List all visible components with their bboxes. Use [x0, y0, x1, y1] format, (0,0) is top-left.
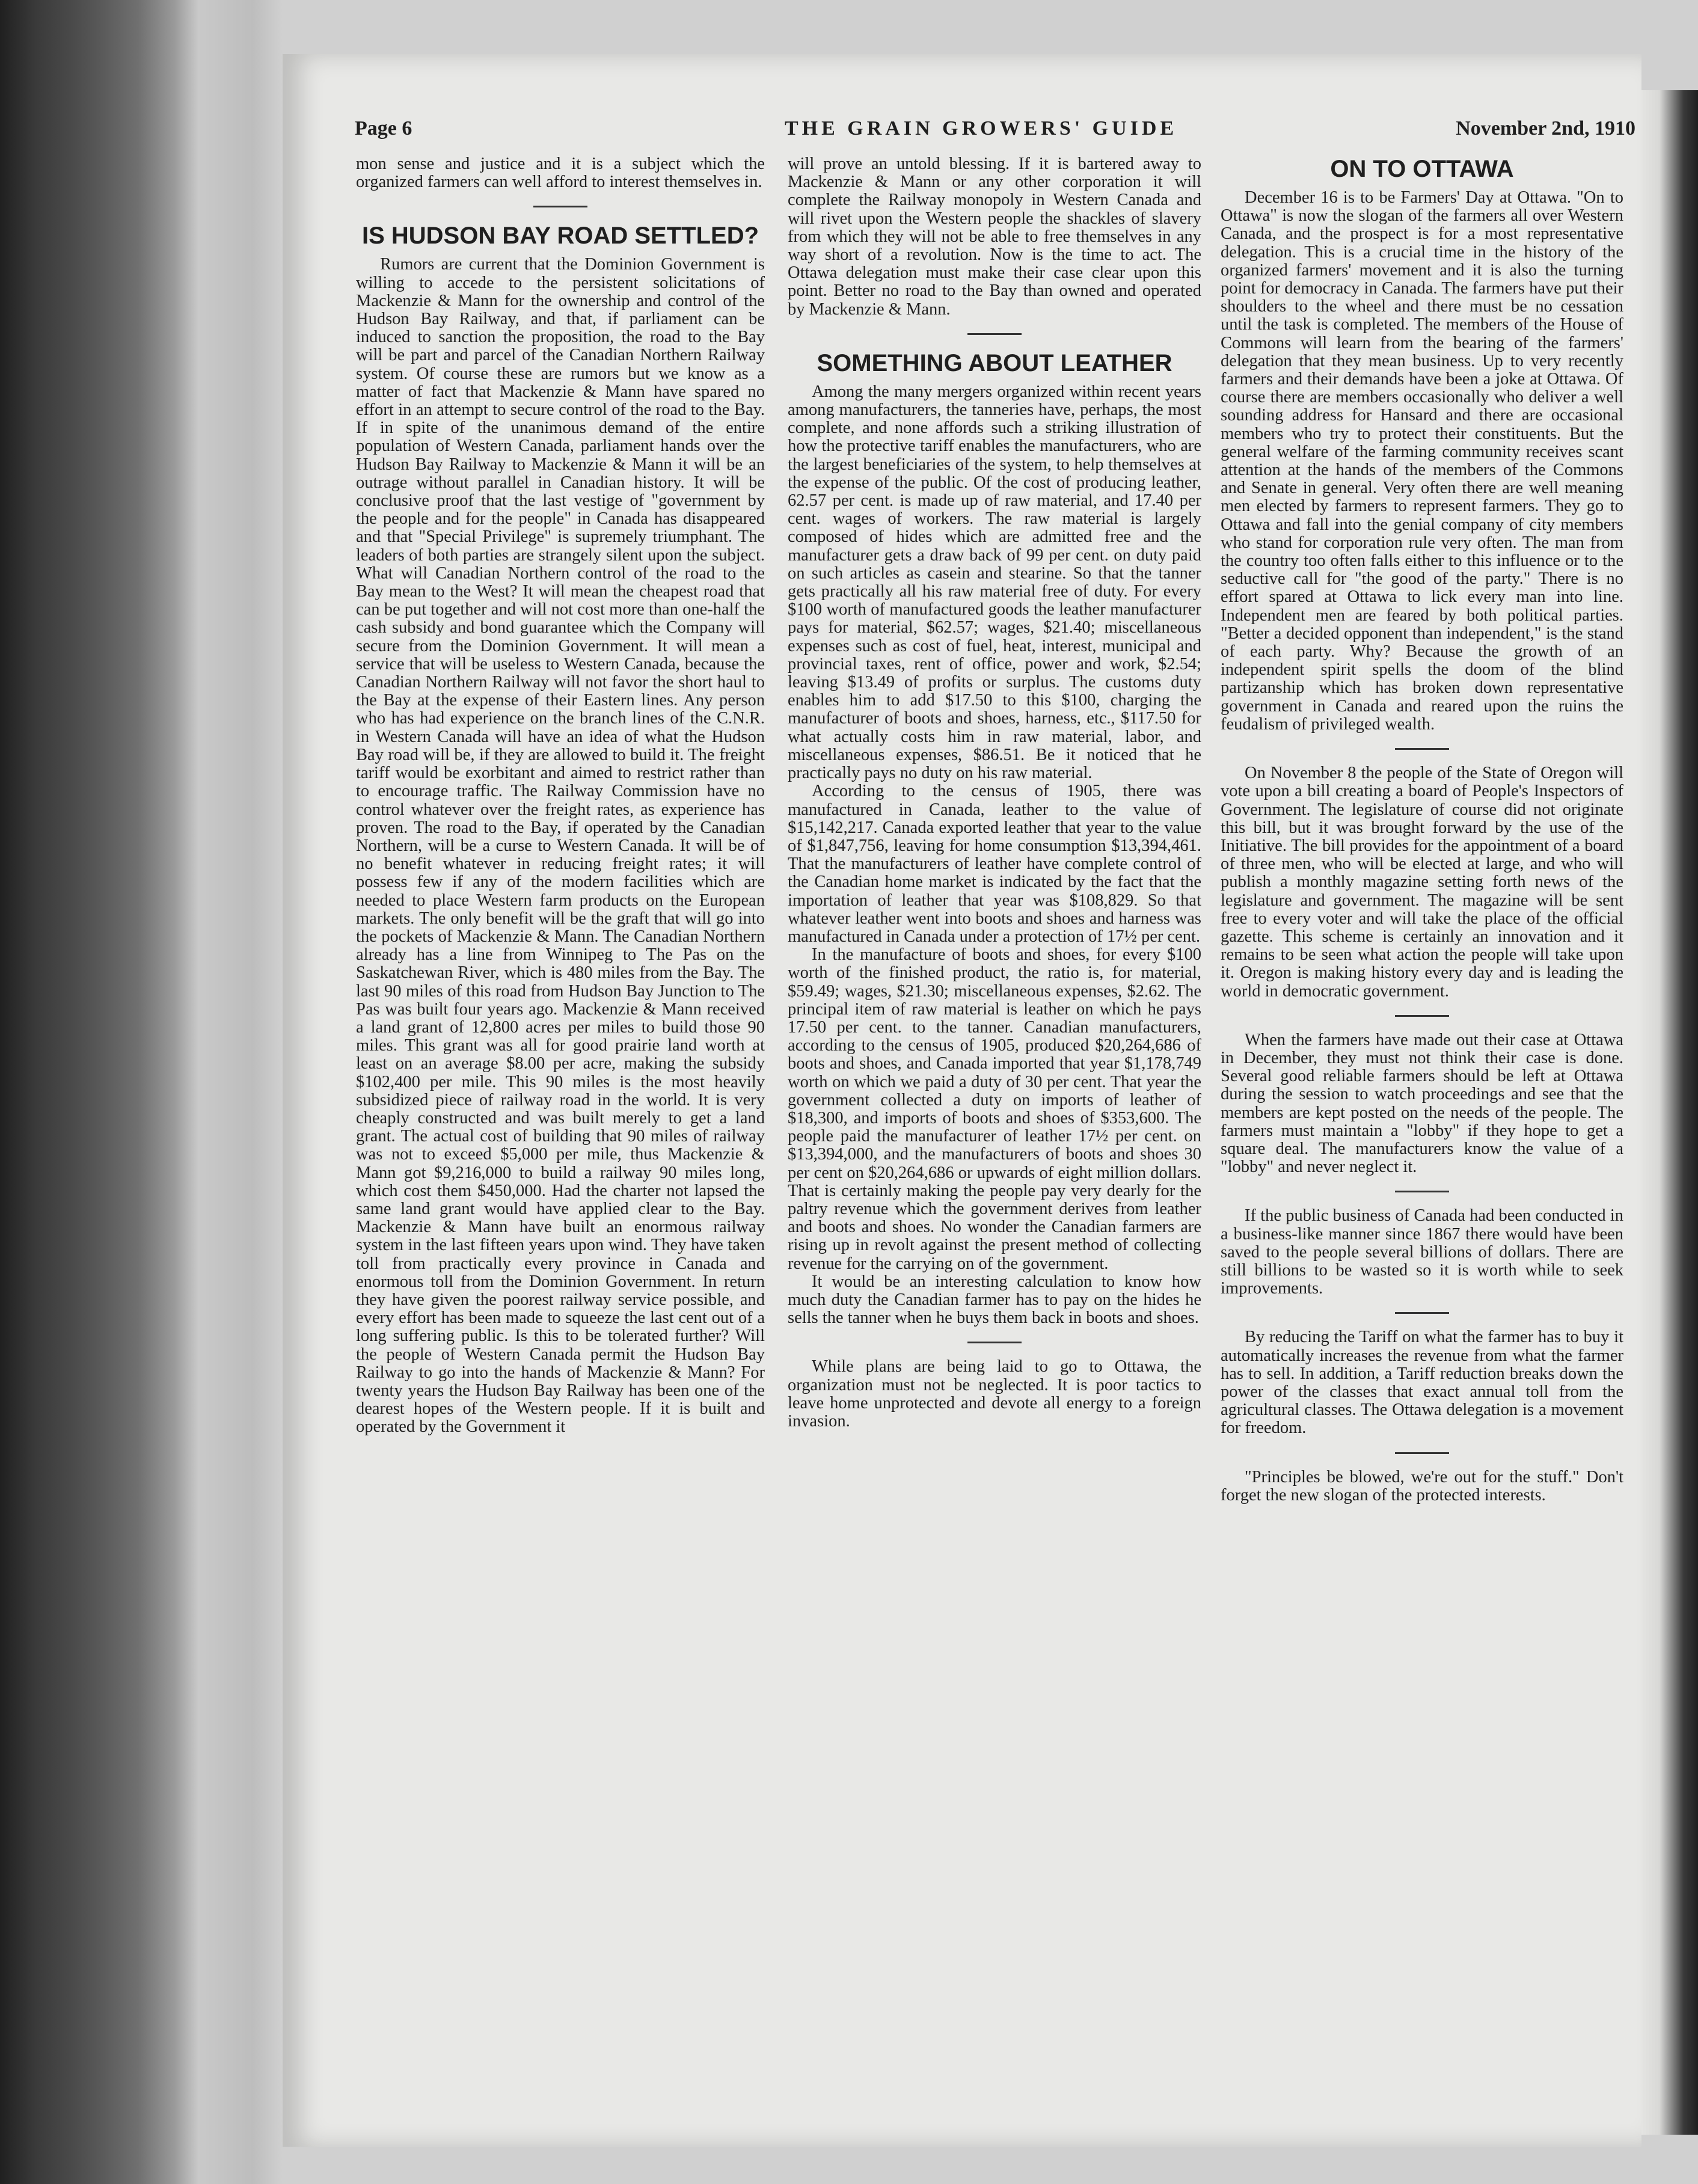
editorial-note: On November 8 the people of the State of Oregon will vote upon a bill creating a board of People's Inspectors of Government. The legislature of course did not originate this bill, but it was brought forward by the use of the Initiative. The bill provides for the appointment of a board of three men, who will be elected at large, and who will publish a monthly magazine setting forth news of the legislature and government. The magazine will be sent free to every voter and will take the place of the official gazette. This scheme is certainly an innovation and it remains to be seen what action the people will take upon it. Oregon is making history every day and is leading the world in democratic government.: [1221, 764, 1623, 1001]
headline-leather: SOMETHING ABOUT LEATHER: [817, 349, 1172, 376]
issue-date: November 2nd, 1910: [1456, 117, 1635, 140]
article-paragraph: Among the many mergers organized within recent years among manufacturers, the tanneries have, perhaps, the most complete, and none affords such a striking illustration of how the protective tariff enables the manufacturers, who are the largest beneficiaries of the system, to help themselves at the expense of the public. Of the cost of producing leather, 62.57 per cent. is made up of raw material, and 17.40 per cent. wages of workers. The raw material is largely composed of hides which are admitted free and the manufacturer gets a draw back of 99 per cent. on duty paid on such articles as casein and stearine. So that the tanner gets practically all his raw material free of duty. For every $100 worth of manufactured goods the leather manufacturer pays for material, $62.57; wages, $21.40; miscellaneous expenses such as cost of fuel, heat, interest, municipal and provincial taxes, rent of office, power and work, $2.54; leaving $13.49 of profits or surplus. The customs duty enables him to add $17.50 to this $100, charging the manufacturer of boots and shoes, harness, etc., $117.50 for what actually costs him in raw material, labor, and miscellaneous expenses, $86.51. Be it noticed that he practically pays no duty on his raw material.: [788, 382, 1201, 783]
column-middle: [788, 155, 1201, 1431]
page-number: Page 6: [355, 117, 412, 140]
continued-paragraph: mon sense and justice and it is a subject which the organized farmers can well afford to interest themselves in.: [356, 155, 765, 192]
article-paragraph: It would be an interesting calculation to know how much duty the Canadian farmer has to pay on the hides he sells the tanner when he buys them back in boots and shoes.: [788, 1272, 1201, 1328]
next-page-edge: [1641, 90, 1698, 2135]
divider: [1395, 1191, 1449, 1192]
editorial-note: When the farmers have made out their case at Ottawa in December, they must not think their case is done. Several good reliable farmers should be left at Ottawa during the session to watch proceedings and see that the members are kept posted on the needs of the people. The farmers must maintain a "lobby" if they hope to get a square deal. The manufacturers know the value of a "lobby" and never neglect it.: [1221, 1030, 1623, 1177]
divider: [1395, 1452, 1449, 1454]
headline-hudson-bay: IS HUDSON BAY ROAD SETTLED?: [361, 222, 759, 250]
divider: [967, 1342, 1022, 1343]
editorial-note: If the public business of Canada had been conducted in a business-like manner since 1867 there would have been saved to the people several billions of dollars. There are still billions to be wasted so it is worth while to seek improvements.: [1221, 1206, 1623, 1298]
divider: [1395, 1015, 1449, 1017]
continued-paragraph: will prove an untold blessing. If it is bartered away to Mackenzie & Mann or any other corporation it will complete the Railway monopoly in Western Canada and will rivet upon the Western people the shackles of slavery from which they will not be able to free themselves in any way short of a revolution. Now is the time to act. The Ottawa delegation must make their case clear upon this point. Better no road to the Bay than owned and operated by Mackenzie & Mann.: [788, 155, 1201, 319]
editorial-note: By reducing the Tariff on what the farmer has to buy it automatically increases the revenue from what the farmer has to sell. In addition, a Tariff reduction breaks down the power of the classes that exact annual toll from the agricultural classes. The Ottawa delegation is a movement for freedom.: [1221, 1328, 1623, 1438]
divider: [967, 333, 1022, 335]
column-right: [1221, 155, 1623, 1505]
editorial-note: While plans are being laid to go to Ottawa, the organization must not be neglected. It is poor tactics to leave home unprotected and devote all energy to a foreign invasion.: [788, 1357, 1201, 1431]
page-header: [355, 117, 1635, 153]
headline-ottawa: ON TO OTTAWA: [1330, 156, 1514, 182]
masthead: THE GRAIN GROWERS' GUIDE: [785, 117, 1178, 140]
article-body: Rumors are current that the Dominion Government is willing to accede to the persistent solicitations of Mackenzie & Mann for the ownership and control of the Hudson Bay Railway, and that, if parliament can be induced to sanction the proposition, the road to the Bay will be part and parcel of the Canadian Northern Railway system. Of course these are rumors but we know as a matter of fact that Mackenzie & Mann have spared no effort in an attempt to secure control of the road to the Bay. If in spite of the unanimous demand of the entire population of Western Canada, parliament hands over the Hudson Bay Railway to Mackenzie & Mann it will be an outrage without parallel in Canadian history. It will be conclusive proof that the last vestige of "government by the people and for the people" in Canada has disappeared and that "Special Privilege" is supremely triumphant. The leaders of both parties are strangely silent upon the subject. What will Canadian Northern control of the road to the Bay mean to the West? It will mean the cheapest road that can be put together and will not cost more than one-half the cash subsidy and bond guarantee which the Company will secure from the Dominion Government. It will mean a service that will be useless to Western Canada, because the Canadian Northern Railway will not favor the short haul to the Bay at the expense of their Eastern lines. Any person who has had experience on the branch lines of the C.N.R. in Western Canada will have an idea of what the Hudson Bay road will be, if they are allowed to build it. The freight tariff would be exorbitant and aimed to restrict rather than to encourage traffic. The Railway Commission have no control whatever over the freight rates, as experience has proven. The road to the Bay, if operated by the Canadian Northern, will be a curse to Western Canada. It will be of no benefit whatever in reducing freight rates; it will possess few if any of the modern facilities which are needed to place Western farm products on the European markets. The only benefit will be the graft that will go into the pockets of Mackenzie & Mann. The Canadian Northern already has a line from Winnipeg to The Pas on the Saskatchewan River, which is 480 miles from the Bay. The last 90 miles of this road from Hudson Bay Junction to The Pas was built four years ago. Mackenzie & Mann received a land grant of 12,800 acres per miles to build those 90 miles. This grant was all for good prairie land worth at least on an average $8.00 per acre, making the subsidy $102,400 per mile. This 90 miles is the most heavily subsidized piece of railway road in the world. It is very cheaply constructed and was built merely to get a land grant. The actual cost of building that 90 miles of railway was not to exceed $5,000 per mile, thus Mackenzie & Mann got $9,216,000 to build a railway 90 miles long, which cost them $450,000. Had the charter not lapsed the same land grant would have applied clear to the Bay. Mackenzie & Mann have built an enormous railway system in the last fifteen years upon wind. They have taken toll from practically every province in Canada and enormous toll from the Dominion Government. In return they have given the poorest railway service possible, and every effort has been made to squeeze the last cent out of a long suffering public. Is this to be tolerated further? Will the people of Western Canada permit the Hudson Bay Railway to go into the hands of Mackenzie & Mann? For twenty years the Hudson Bay Railway has been one of the dearest hopes of the Western people. If it is built and operated by the Government it: [356, 255, 765, 1437]
divider: [533, 206, 587, 207]
article-paragraph: December 16 is to be Farmers' Day at Ottawa. "On to Ottawa" is now the slogan of the farmers all over Western Canada, and the prospect is for a most representative delegation. This is a crucial time in the history of the organized farmers' movement and it is also the turning point for democracy in Canada. The farmers have put their shoulders to the wheel and there must be no cessation until the task is completed. The members of the House of Commons will learn from the bearing of the farmers' delegation that they mean business. Up to very recently farmers and their demands have been a joke at Ottawa. Of course there are members occasionally who deliver a well sounding address for Hansard and there are occasional members who try to protect their constituents. But the general welfare of the farming community receives scant attention at the hands of the members of the Commons and Senate in general. Very often there are well meaning men elected by farmers to represent farmers. They go to Ottawa and fall into the genial company of city members who stand for corporation rule very often. The man from the country too often falls either to this influence or to the seductive call for "the good of the party." There is no effort spared at Ottawa to lick every man into line. Independent men are feared by both political parties. "Better a decided opponent than independent," is the stand of each party. Why? Because the growth of an independent spirit spells the doom of the blind partizanship which has broken down representative government in Canada and reared upon the ruins the feudalism of privileged wealth.: [1221, 188, 1623, 734]
divider: [1395, 748, 1449, 750]
article-paragraph: In the manufacture of boots and shoes, for every $100 worth of the finished product, the ratio is, for material, $59.49; wages, $21.30; miscellaneous expenses, $2.62. The principal item of raw material is leather on which he pays 17.50 per cent. to the tanner. Canadian manufacturers, according to the census of 1905, produced $20,264,686 of boots and shoes, and Canada imported that year $1,178,749 worth on which we paid a duty of 30 per cent. That year the government collected a duty on imports of leather of $18,300, and imports of boots and shoes of $353,600. The people paid the manufacturer of leather 17½ per cent. on $13,394,000, and the manufacturers of boots and shoes 30 per cent on $20,264,686 or upwards of eight million dollars. That is certainly making the people pay very dearly for the paltry revenue which the government derives from leather and boots and shoes. No wonder the Canadian farmers are rising up in revolt against the present method of collecting revenue for the carrying on of the government.: [788, 945, 1201, 1273]
column-left: [356, 155, 765, 1437]
divider: [1395, 1312, 1449, 1314]
article-paragraph: According to the census of 1905, there was manufactured in Canada, leather to the value of $15,142,217. Canada exported leather that year to the value of $1,847,756, leaving for home consumption $13,394,461. That the manufacturers of leather have complete control of the Canadian home market is indicated by the fact that the importation of leather that year was $108,829. So that whatever leather went into boots and shoes and harness was manufactured in Canada under a protection of 17½ per cent.: [788, 782, 1201, 946]
editorial-note: "Principles be blowed, we're out for the stuff." Don't forget the new slogan of the protected interests.: [1221, 1467, 1623, 1505]
